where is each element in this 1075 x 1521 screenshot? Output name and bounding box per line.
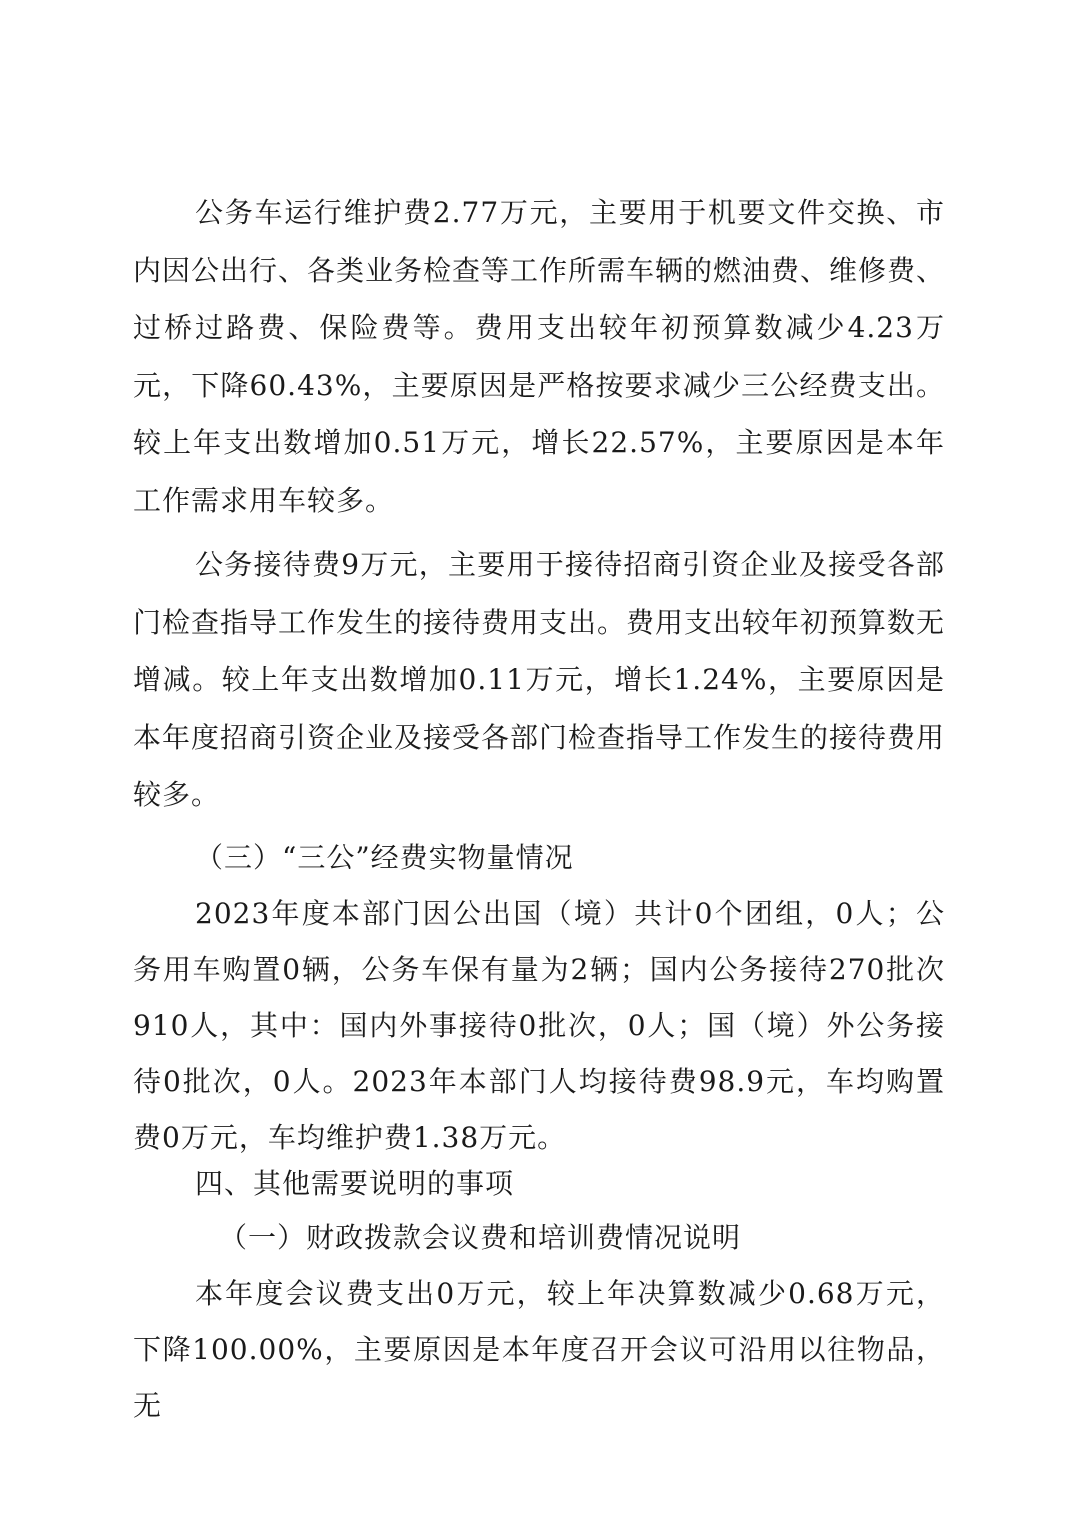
heading-meeting-training: （一）财政拨款会议费和培训费情况说明 [219, 1221, 742, 1254]
heading-physical-quantity: （三）“三公”经费实物量情况 [195, 841, 574, 874]
paragraph-meeting-fee: 本年度会议费支出0万元，较上年决算数减少0.68万元，下降100.00%，主要原因是本年度召开会议可沿用以往物品，无 [133, 1277, 945, 1422]
paragraph-reception: 公务接待费9万元，主要用于接待招商引资企业及接受各部门检查指导工作发生的接待费用支出。费用支出较年初预算数无增减。较上年支出数增加0.11万元，增长1.24%，主要原因是本年度招商引资企业及接受各部门检查指导工作发生的接待费用较多。 [133, 548, 946, 811]
paragraph-car-maintenance: 公务车运行维护费2.77万元，主要用于机要文件交换、市内因公出行、各类业务检查等工作所需车辆的燃油费、维修费、过桥过路费、保险费等。费用支出较年初预算数减少4.23万元，下降60.43%，主要原因是严格按要求减少三公经费支出。较上年支出数增加0.51万元，增长22.57%，主要原因是本年工作需求用车较多。 [133, 196, 946, 517]
heading-section-four: 四、其他需要说明的事项 [195, 1167, 515, 1200]
paragraph-physical-quantity: 2023年度本部门因公出国（境）共计0个团组，0人；公务用车购置0辆，公务车保有量为2辆；国内公务接待270批次910人，其中：国内外事接待0批次，0人；国（境）外公务接待0批次，0人。2023年本部门人均接待费98.9元，车均购置费0万元，车均维护费1.38万元。 [133, 897, 945, 1154]
